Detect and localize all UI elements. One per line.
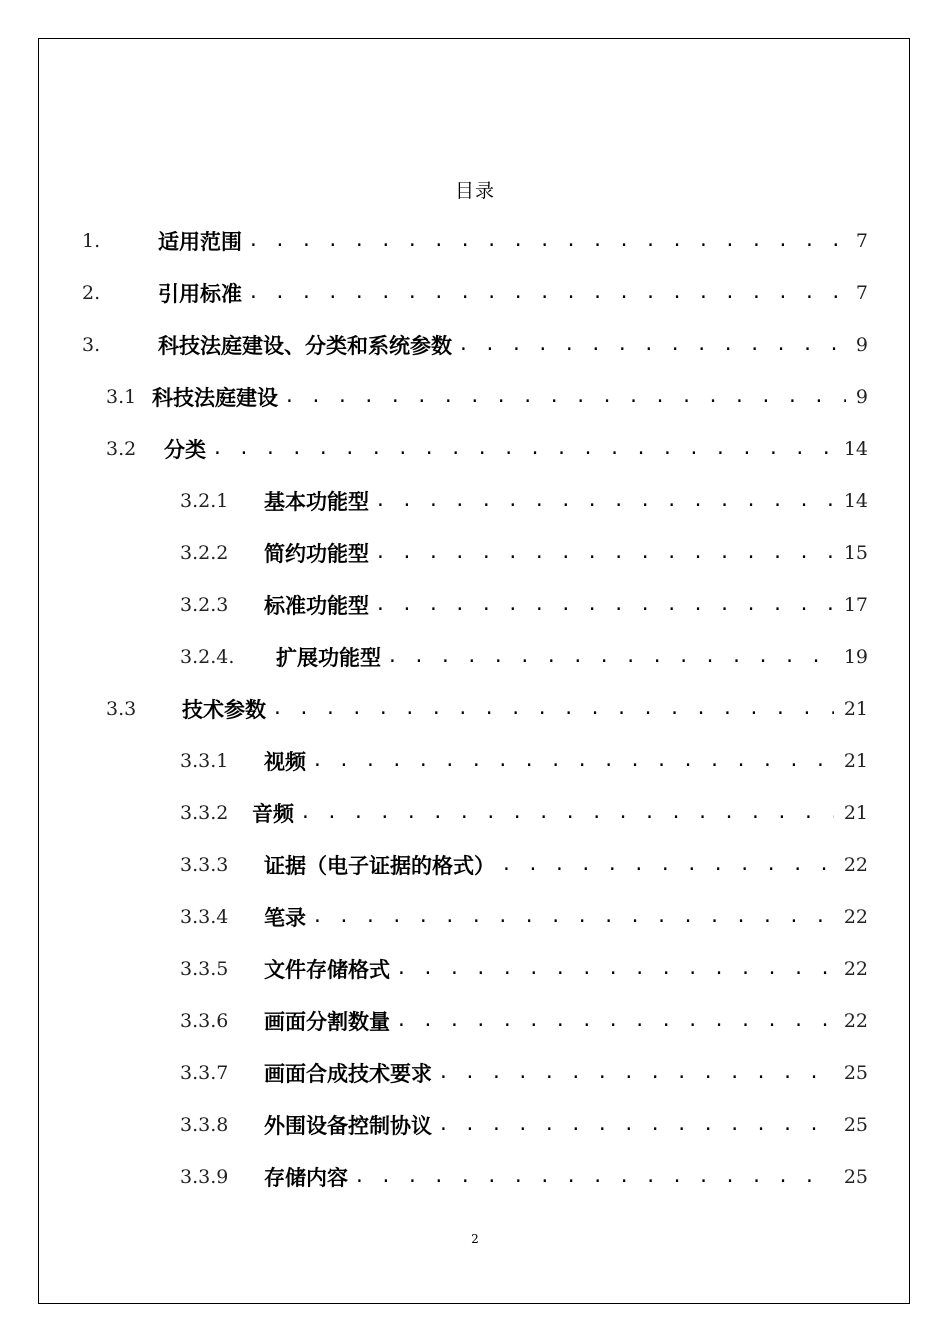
entry-title: 笔录	[264, 906, 306, 930]
entry-page: 22	[843, 958, 868, 980]
dot-leader	[354, 1163, 834, 1191]
entry-title: 适用范围	[158, 230, 242, 254]
toc-entry[interactable]	[180, 799, 868, 827]
toc-entry[interactable]	[180, 591, 868, 619]
entry-number: 3.2.1	[180, 490, 229, 512]
entry-page: 7	[855, 282, 868, 304]
entry-title: 画面分割数量	[264, 1010, 390, 1034]
entry-number: 3.2.4.	[180, 646, 235, 668]
entry-page: 25	[843, 1062, 868, 1084]
entry-number: 3.3.6	[180, 1010, 229, 1032]
entry-title: 扩展功能型	[276, 646, 381, 670]
entry-page: 14	[843, 438, 868, 460]
entry-title: 科技法庭建设、分类和系统参数	[158, 334, 452, 358]
entry-page: 22	[843, 906, 868, 928]
entry-number: 3.3.3	[180, 854, 229, 876]
dot-leader	[248, 227, 846, 255]
toc-entry[interactable]	[180, 851, 868, 879]
entry-title: 标准功能型	[264, 594, 369, 618]
dot-leader	[248, 279, 846, 307]
entry-number: 3.3.4	[180, 906, 229, 928]
entry-number: 3.3.2	[180, 802, 229, 824]
toc-entry[interactable]	[180, 539, 868, 567]
toc-entry[interactable]	[82, 279, 868, 307]
entry-number: 3.2.3	[180, 594, 229, 616]
entry-title: 音频	[252, 802, 294, 826]
entry-title: 外围设备控制协议	[264, 1114, 432, 1138]
entry-page: 25	[843, 1114, 868, 1136]
dot-leader	[312, 747, 834, 775]
entry-page: 21	[843, 750, 868, 772]
dot-leader	[501, 851, 834, 879]
entry-title: 简约功能型	[264, 542, 369, 566]
entry-page: 22	[843, 1010, 868, 1032]
entry-page: 17	[843, 594, 868, 616]
entry-number: 3.2	[106, 438, 137, 460]
dot-leader	[272, 695, 834, 723]
toc-entry[interactable]	[180, 643, 868, 671]
entry-number: 1.	[82, 230, 101, 252]
dot-leader	[396, 955, 834, 983]
toc-entry[interactable]	[180, 1059, 868, 1087]
entry-page: 21	[843, 802, 868, 824]
toc-entry[interactable]	[106, 435, 868, 463]
entry-page: 9	[855, 386, 868, 408]
toc-entry[interactable]	[82, 331, 868, 359]
toc-entry[interactable]	[180, 747, 868, 775]
entry-title: 存储内容	[264, 1166, 348, 1190]
dot-leader	[300, 799, 834, 827]
dot-leader	[458, 331, 846, 359]
entry-number: 2.	[82, 282, 101, 304]
entry-number: 3.	[82, 334, 101, 356]
entry-page: 7	[855, 230, 868, 252]
entry-number: 3.3	[106, 698, 137, 720]
dot-leader	[387, 643, 834, 671]
dot-leader	[375, 487, 834, 515]
toc-entry[interactable]	[180, 487, 868, 515]
entry-number: 3.3.1	[180, 750, 229, 772]
dot-leader	[375, 591, 834, 619]
entry-title: 分类	[164, 438, 206, 462]
entry-page: 9	[855, 334, 868, 356]
entry-title: 证据（电子证据的格式）	[264, 854, 495, 878]
toc-entry[interactable]	[106, 383, 868, 411]
dot-leader	[396, 1007, 834, 1035]
toc-entry[interactable]	[180, 955, 868, 983]
entry-page: 22	[843, 854, 868, 876]
toc-title: 目录	[454, 180, 495, 202]
entry-number: 3.3.5	[180, 958, 229, 980]
entry-title: 科技法庭建设	[152, 386, 278, 410]
entry-number: 3.3.8	[180, 1114, 229, 1136]
toc-entry[interactable]	[180, 903, 868, 931]
dot-leader	[312, 903, 834, 931]
entry-page: 19	[843, 646, 868, 668]
entry-page: 25	[843, 1166, 868, 1188]
toc-entry[interactable]	[180, 1163, 868, 1191]
entry-page: 21	[843, 698, 868, 720]
toc-entry[interactable]	[180, 1007, 868, 1035]
entry-title: 画面合成技术要求	[264, 1062, 432, 1086]
toc-entry[interactable]	[106, 695, 868, 723]
entry-page: 14	[843, 490, 868, 512]
entry-title: 技术参数	[182, 698, 266, 722]
dot-leader	[438, 1059, 834, 1087]
dot-leader	[438, 1111, 834, 1139]
entry-page: 15	[843, 542, 868, 564]
dot-leader	[212, 435, 834, 463]
dot-leader	[375, 539, 834, 567]
entry-title: 视频	[264, 750, 306, 774]
dot-leader	[284, 383, 846, 411]
entry-title: 基本功能型	[264, 490, 369, 514]
entry-title: 文件存储格式	[264, 958, 390, 982]
entry-number: 3.3.7	[180, 1062, 229, 1084]
entry-title: 引用标准	[158, 282, 242, 306]
entry-number: 3.3.9	[180, 1166, 229, 1188]
page-number: 2	[471, 1232, 479, 1246]
entry-number: 3.2.2	[180, 542, 229, 564]
toc-entry[interactable]	[180, 1111, 868, 1139]
toc-entry[interactable]	[82, 227, 868, 255]
entry-number: 3.1	[106, 386, 137, 408]
